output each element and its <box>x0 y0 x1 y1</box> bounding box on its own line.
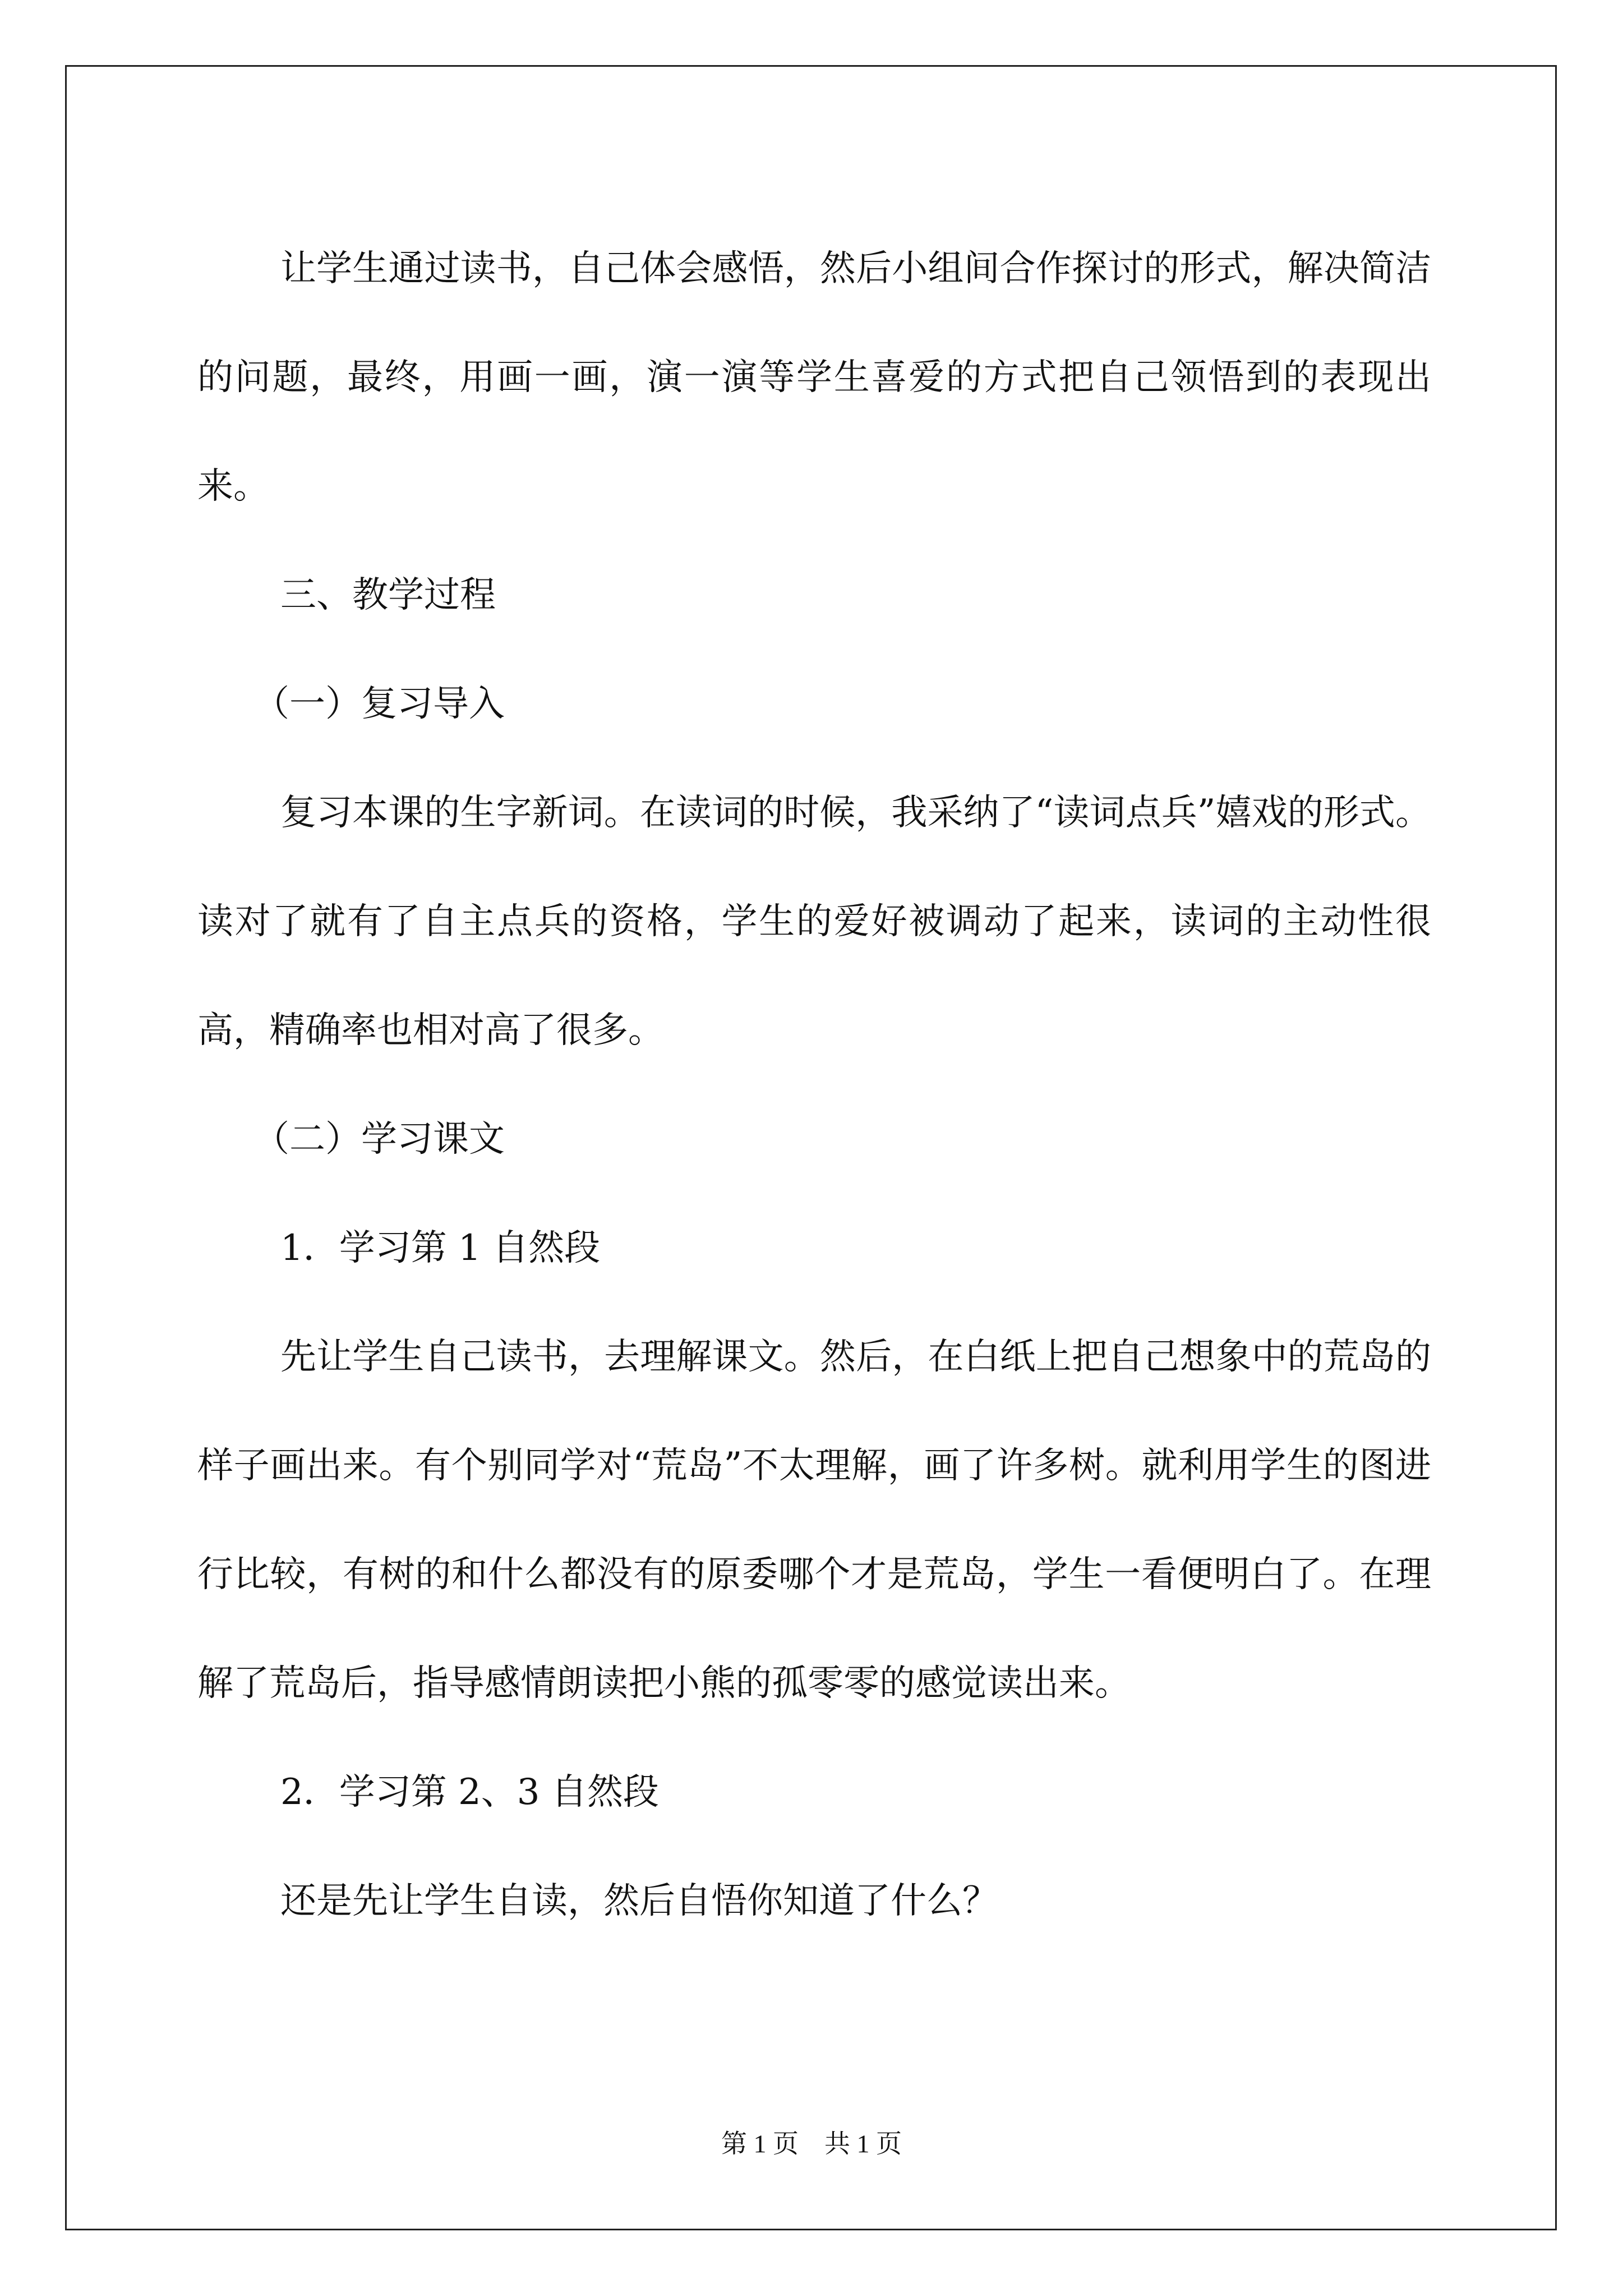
paragraph-step-1: 先让学生自己读书，去理解课文。然后，在白纸上把自己想象中的荒岛的样子画出来。有个别同学对“荒岛”不太理解，画了许多树。就利用学生的图进行比较，有树的和什么都没有的原委哪个才是荒岛，学生一看便明白了。在理解了荒岛后，指导感情朗读把小熊的孤零零的感觉读出来。 <box>197 1336 1431 1704</box>
document-body <box>197 214 1431 1955</box>
paragraph-intro: 让学生通过读书，自己体会感悟，然后小组间合作探讨的形式，解决简洁的问题，最终，用画一画，演一演等学生喜爱的方式把自己领悟到的表现出来。 <box>197 248 1431 507</box>
subheading-review: （一）复习导入 <box>253 683 505 725</box>
step-heading-1: 1．学习第 1 自然段 <box>280 1227 601 1269</box>
section-heading-teaching-process: 三、教学过程 <box>280 574 496 616</box>
paragraph-review: 复习本课的生字新词。在读词的时候，我采纳了“读词点兵”嬉戏的形式。读对了就有了自主点兵的资格，学生的爱好被调动了起来，读词的主动性很高，精确率也相对高了很多。 <box>197 792 1431 1051</box>
subheading-study-text: （二）学习课文 <box>253 1119 505 1160</box>
page-footer: 第 1 页 共 1 页 <box>721 2129 902 2158</box>
step-heading-2: 2．学习第 2、3 自然段 <box>280 1772 659 1813</box>
paragraph-step-2: 还是先让学生自读，然后自悟你知道了什么？ <box>280 1880 998 1922</box>
